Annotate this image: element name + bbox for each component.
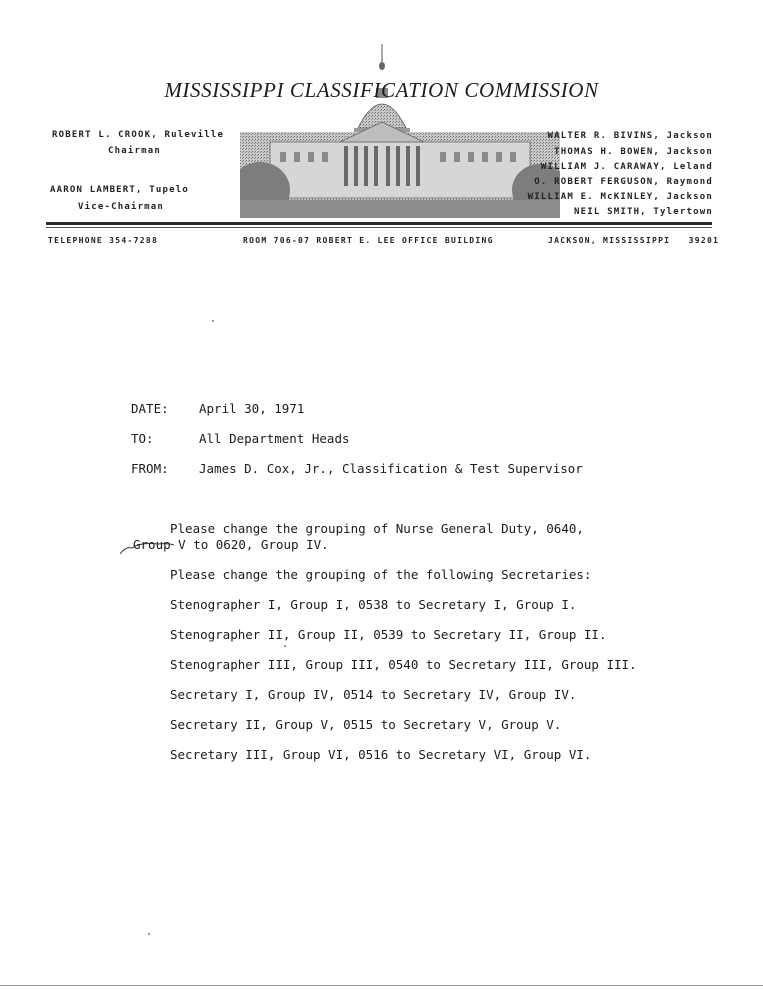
change-item: Stenographer II, Group II, 0539 to Secretary II, Group II. (170, 627, 607, 642)
change-item: Secretary III, Group VI, 0516 to Secretary VI, Group VI. (170, 747, 592, 762)
from-label: FROM: (131, 461, 169, 476)
chairman-title: Chairman (108, 146, 161, 156)
capitol-building-image (240, 40, 560, 218)
member-name: THOMAS H. BOWEN, Jackson (554, 147, 713, 157)
pen-mark (118, 536, 178, 556)
letterhead-rule (46, 222, 712, 225)
change-item: Stenographer I, Group I, 0538 to Secretary I, Group I. (170, 597, 577, 612)
scan-speck (284, 645, 286, 647)
member-name: WILLIAM J. CARAWAY, Leland (540, 162, 713, 172)
change-item: Secretary II, Group V, 0515 to Secretary V, Group V. (170, 717, 562, 732)
paragraph-line: Please change the grouping of the following Secretaries: (170, 567, 592, 582)
vice-chairman-name: AARON LAMBERT, Tupelo (50, 185, 189, 195)
member-name: WILLIAM E. McKINLEY, Jackson (527, 192, 713, 202)
date-label: DATE: (131, 401, 169, 416)
city-zip: JACKSON, MISSISSIPPI 39201 (548, 236, 720, 245)
member-name: WALTER R. BIVINS, Jackson (547, 131, 713, 141)
commission-title: MISSISSIPPI CLASSIFICATION COMMISSION (164, 78, 599, 102)
page-bottom-edge (0, 985, 763, 986)
change-item: Secretary I, Group IV, 0514 to Secretary IV, Group IV. (170, 687, 577, 702)
office-address: ROOM 706-07 ROBERT E. LEE OFFICE BUILDING (243, 236, 494, 245)
letterhead-rule-thin (46, 227, 712, 228)
member-name: O. ROBERT FERGUSON, Raymond (534, 177, 713, 187)
scan-speck (212, 320, 214, 322)
chairman-name: ROBERT L. CROOK, Ruleville (52, 130, 225, 140)
scan-speck (148, 933, 150, 935)
change-item: Stenographer III, Group III, 0540 to Secretary III, Group III. (170, 657, 637, 672)
telephone-number: TELEPHONE 354-7288 (48, 236, 159, 245)
date-value: April 30, 1971 (199, 401, 305, 416)
paragraph-line: Please change the grouping of Nurse General Duty, 0640, (170, 521, 584, 536)
vice-chairman-title: Vice-Chairman (78, 202, 165, 212)
paragraph-line: Group V to 0620, Group IV. (133, 537, 329, 552)
to-label: TO: (131, 431, 154, 446)
member-name: NEIL SMITH, Tylertown (574, 207, 713, 217)
from-value: James D. Cox, Jr., Classification & Test Supervisor (199, 461, 583, 476)
to-value: All Department Heads (199, 431, 350, 446)
